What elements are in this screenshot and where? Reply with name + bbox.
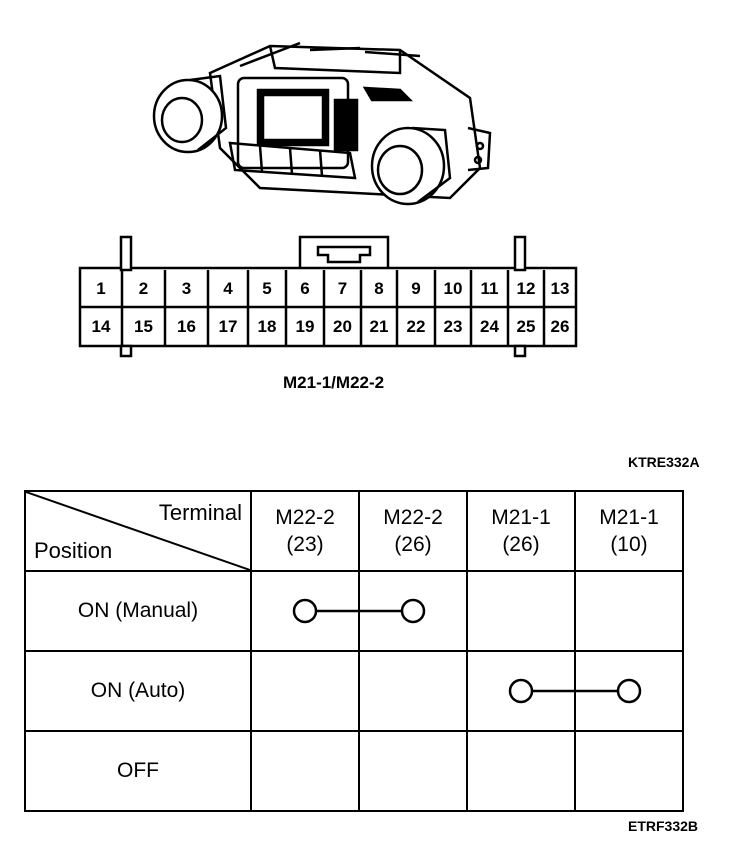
- connector-pin-18: 18: [257, 317, 277, 336]
- header-terminal-label: Terminal: [158, 500, 242, 525]
- column-connector: M22-2: [275, 506, 335, 529]
- connector-pin-19: 19: [295, 317, 315, 336]
- column-pin: (23): [286, 533, 324, 556]
- connector-pin-14: 14: [91, 317, 111, 336]
- position-label: ON (Auto): [25, 651, 251, 731]
- connector-pin-4: 4: [223, 278, 233, 298]
- position-label: OFF: [25, 731, 251, 811]
- connector-pin-10: 10: [443, 278, 463, 298]
- connector-pin-2: 2: [138, 278, 149, 298]
- header-position-label: Position: [34, 538, 113, 563]
- terminal-node: [402, 600, 424, 622]
- terminal-node: [294, 600, 316, 622]
- connector-pin-17: 17: [218, 317, 238, 336]
- connector-pin-1: 1: [96, 278, 106, 298]
- connector-pin-21: 21: [369, 317, 389, 336]
- connector-pin-16: 16: [177, 317, 196, 336]
- connector-pin-12: 12: [516, 278, 536, 298]
- figure-code-top: KTRE332A: [628, 454, 700, 470]
- connector-pin-22: 22: [406, 317, 426, 336]
- connector-pin-20: 20: [333, 317, 352, 336]
- terminal-node: [618, 680, 640, 702]
- connector-pin-7: 7: [337, 278, 348, 298]
- connector-pin-23: 23: [443, 317, 463, 336]
- connector-pin-5: 5: [262, 278, 272, 298]
- column-connector: M21-1: [599, 506, 659, 529]
- column-pin: (10): [610, 533, 648, 556]
- connector-caption: M21-1/M22-2: [283, 373, 385, 392]
- connector-pin-3: 3: [181, 278, 192, 298]
- connector-pin-26: 26: [550, 317, 570, 336]
- connector-pin-6: 6: [300, 278, 310, 298]
- column-pin: (26): [394, 533, 432, 556]
- connector-pin-25: 25: [516, 317, 536, 336]
- column-pin: (26): [502, 533, 540, 556]
- position-label: ON (Manual): [25, 571, 251, 651]
- connector-pin-9: 9: [411, 278, 421, 298]
- column-connector: M21-1: [491, 506, 551, 529]
- terminal-node: [510, 680, 532, 702]
- connector-pin-8: 8: [374, 278, 384, 298]
- connector-pin-24: 24: [480, 317, 499, 336]
- connector-pin-15: 15: [134, 317, 153, 336]
- connector-pin-13: 13: [550, 278, 570, 298]
- column-connector: M22-2: [383, 506, 443, 529]
- figure-code-bottom: ETRF332B: [628, 818, 699, 834]
- connector-pin-11: 11: [480, 278, 499, 298]
